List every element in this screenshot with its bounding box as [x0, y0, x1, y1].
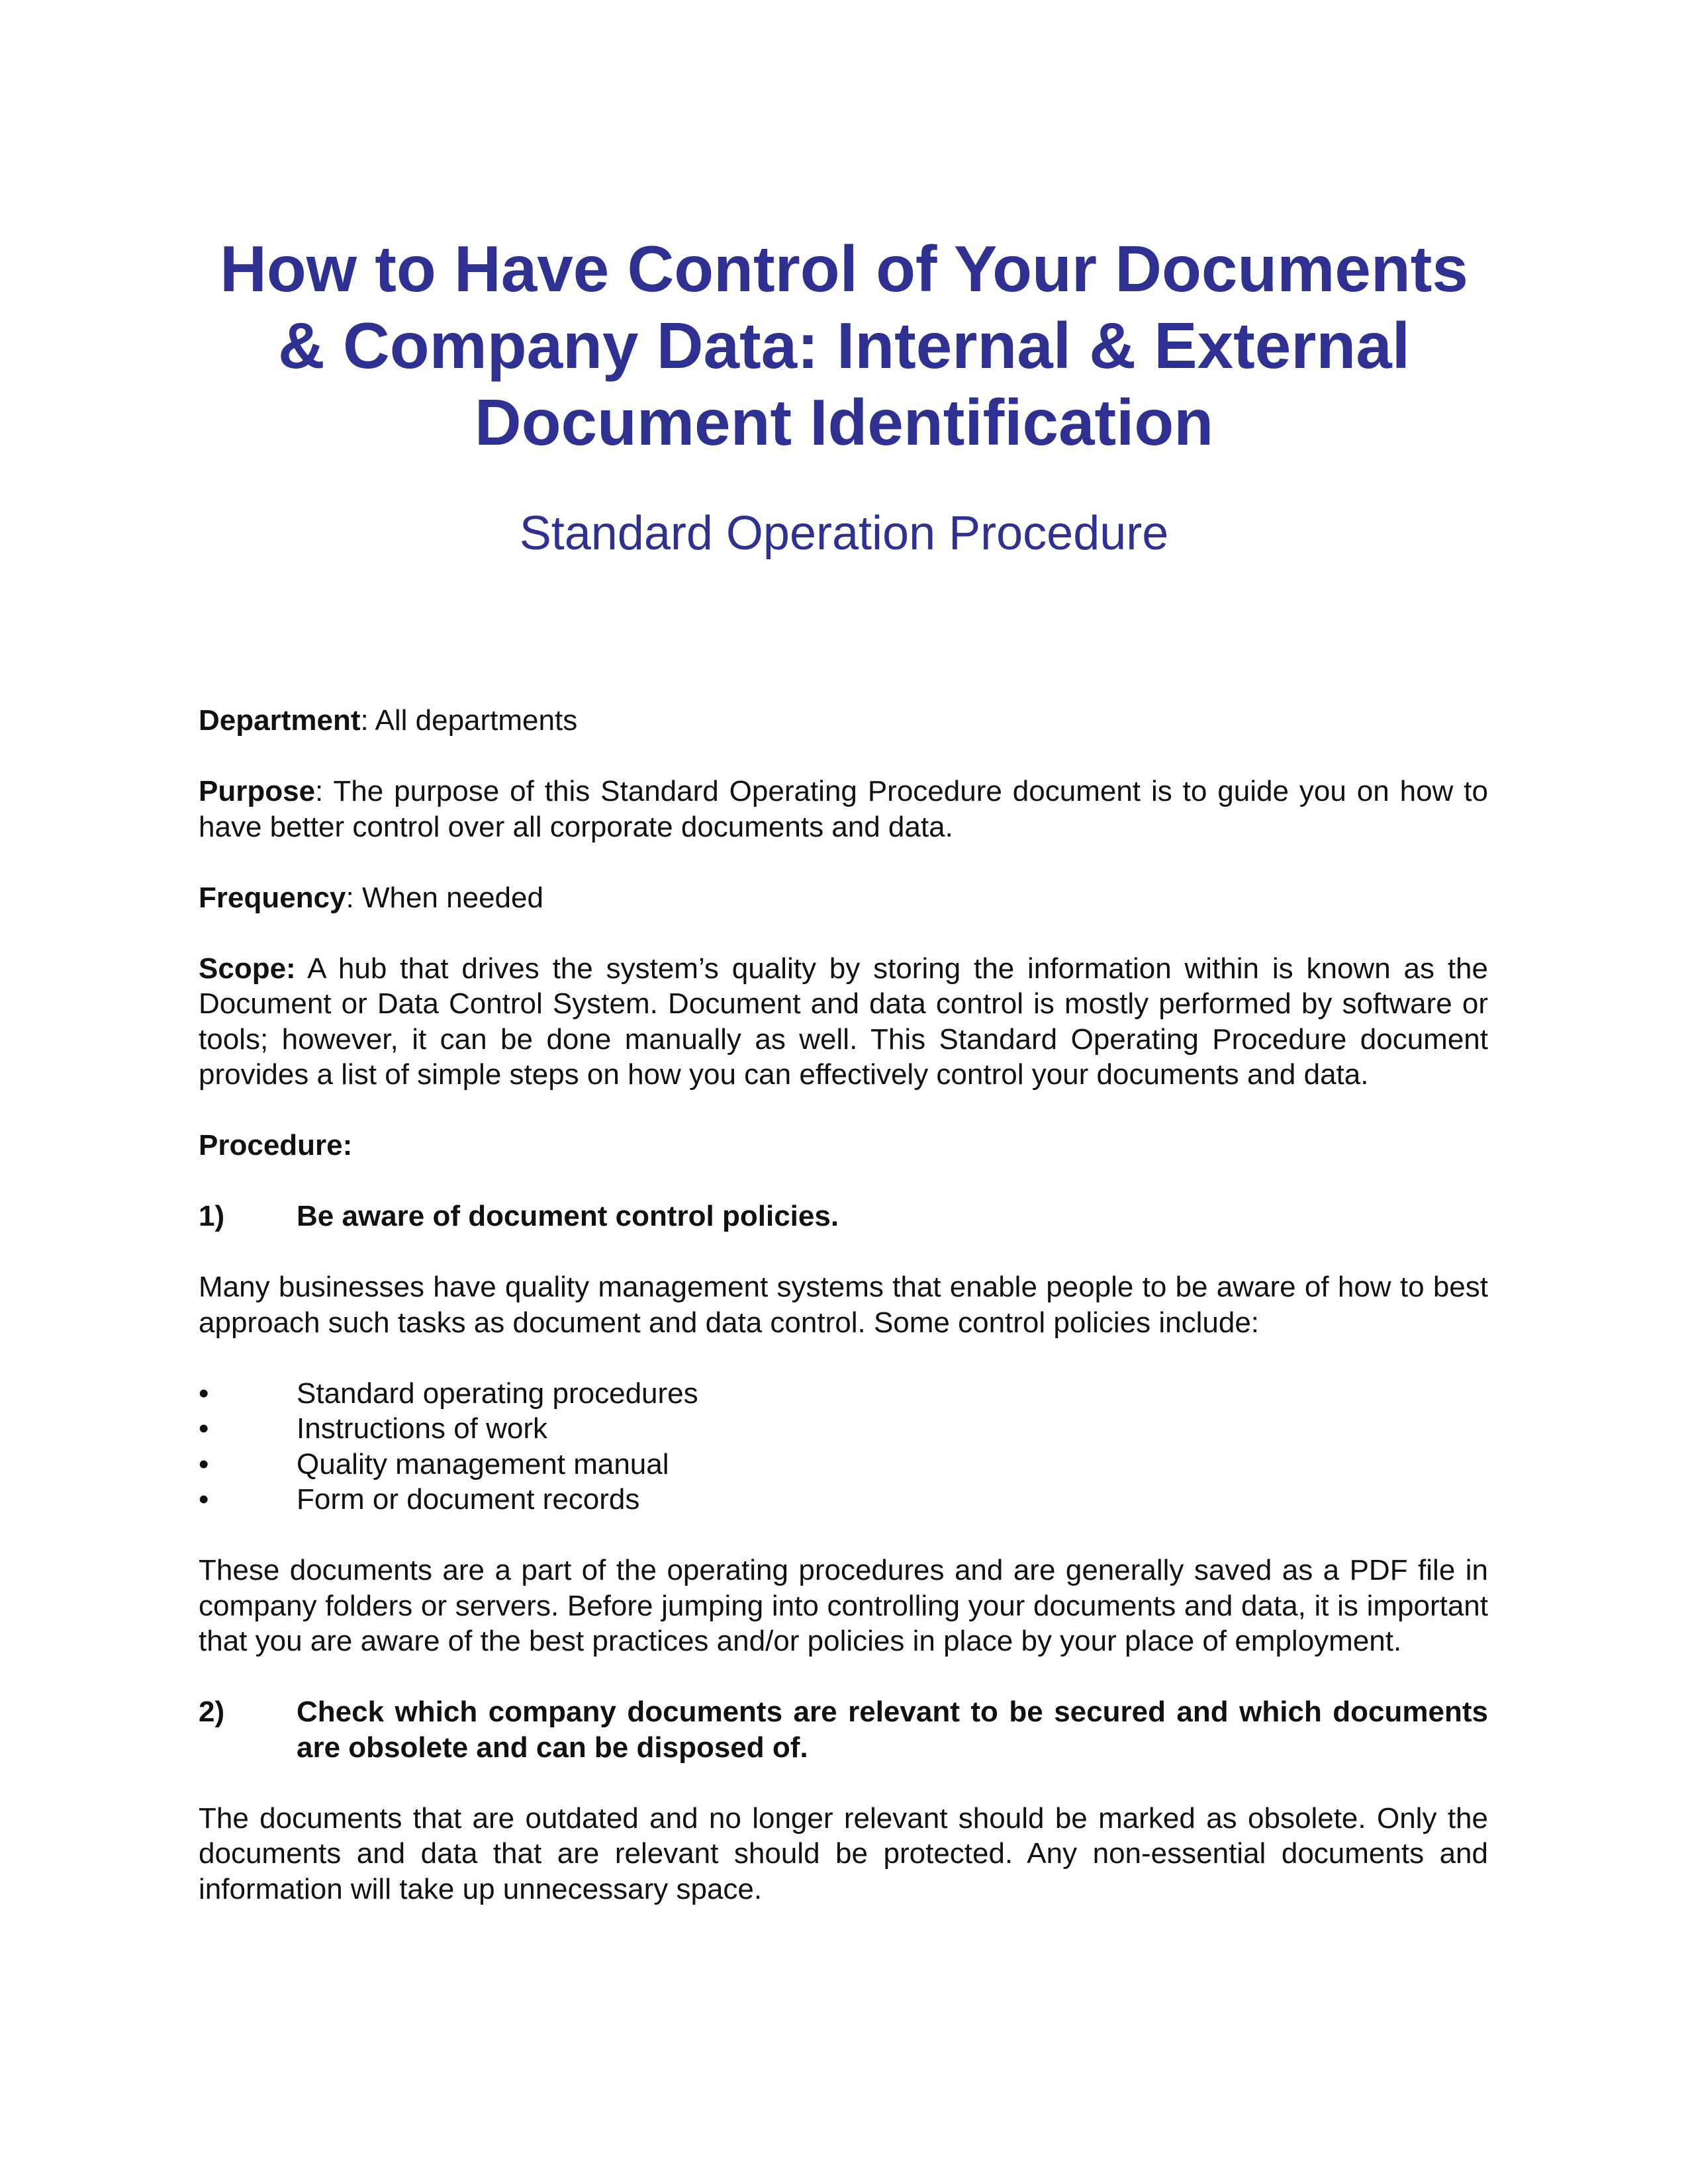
- title-line-2: & Company Data: Internal & External: [278, 309, 1410, 382]
- list-item-text: Form or document records: [297, 1483, 640, 1516]
- list-item: [199, 1411, 1488, 1447]
- control-policies-list: [199, 1376, 1488, 1518]
- step-2-number: 2): [199, 1696, 225, 1728]
- list-item-text: Instructions of work: [297, 1412, 548, 1445]
- bullet-icon: •: [199, 1377, 209, 1410]
- bullet-icon: •: [199, 1447, 209, 1480]
- list-item-text: Standard operating procedures: [297, 1377, 698, 1410]
- frequency-field: [199, 880, 1488, 916]
- purpose-value: : The purpose of this Standard Operating Procedure document is to guide you on how to have better control over all corporate documents and data.: [199, 775, 1488, 843]
- scope-value: A hub that drives the system’s quality by storing the information within is known as the Document or Data Control System. Document and data control is mostly performed by software or tools; however, it can be done manually as well. This Standard Operating Procedure document provides a list of simple steps on how you can effectively control your documents and data.: [199, 952, 1488, 1091]
- document-body: [199, 703, 1488, 1942]
- list-item: [199, 1447, 1488, 1482]
- procedure-heading: Procedure:: [199, 1129, 353, 1161]
- step-1-number: 1): [199, 1200, 225, 1232]
- purpose-label: Purpose: [199, 775, 316, 807]
- step-1-title: Be aware of document control policies.: [297, 1200, 839, 1232]
- scope-label: Scope:: [199, 952, 296, 985]
- purpose-field: [199, 774, 1488, 844]
- scope-field: [199, 951, 1488, 1093]
- list-item-text: Quality management manual: [297, 1447, 669, 1480]
- document-title: [172, 230, 1516, 461]
- step-2-body: The documents that are outdated and no longer relevant should be marked as obsolete. Only the documents and data that are relevant should be protected. Any non-essential documents and information will take up unnecessary space.: [199, 1801, 1488, 1905]
- bullet-icon: •: [199, 1483, 209, 1516]
- department-field: [199, 703, 1488, 739]
- title-line-1: How to Have Control of Your Documents: [220, 232, 1468, 305]
- department-label: Department: [199, 704, 361, 737]
- frequency-value: : When needed: [346, 881, 543, 914]
- step-2-title: Check which company documents are relevant to be secured and which documents are obsolete and can be disposed of.: [297, 1696, 1488, 1764]
- step-1-intro: Many businesses have quality management systems that enable people to be aware of how to best approach such tasks as document and data control. Some control policies include:: [199, 1271, 1488, 1339]
- list-item: [199, 1482, 1488, 1518]
- title-line-3: Document Identification: [474, 386, 1214, 459]
- bullet-icon: •: [199, 1412, 209, 1445]
- step-1-heading: [199, 1199, 1488, 1234]
- frequency-label: Frequency: [199, 881, 346, 914]
- step-1-outro: These documents are a part of the operating procedures and are generally saved as a PDF file in company folders or servers. Before jumping into controlling your documents and data, it is important that you are aware of the best practices and/or policies in place by your place of employment.: [199, 1554, 1488, 1657]
- document-subtitle: Standard Operation Procedure: [519, 507, 1169, 560]
- department-value: : All departments: [360, 704, 578, 737]
- list-item: [199, 1376, 1488, 1412]
- step-2-heading: [199, 1694, 1488, 1765]
